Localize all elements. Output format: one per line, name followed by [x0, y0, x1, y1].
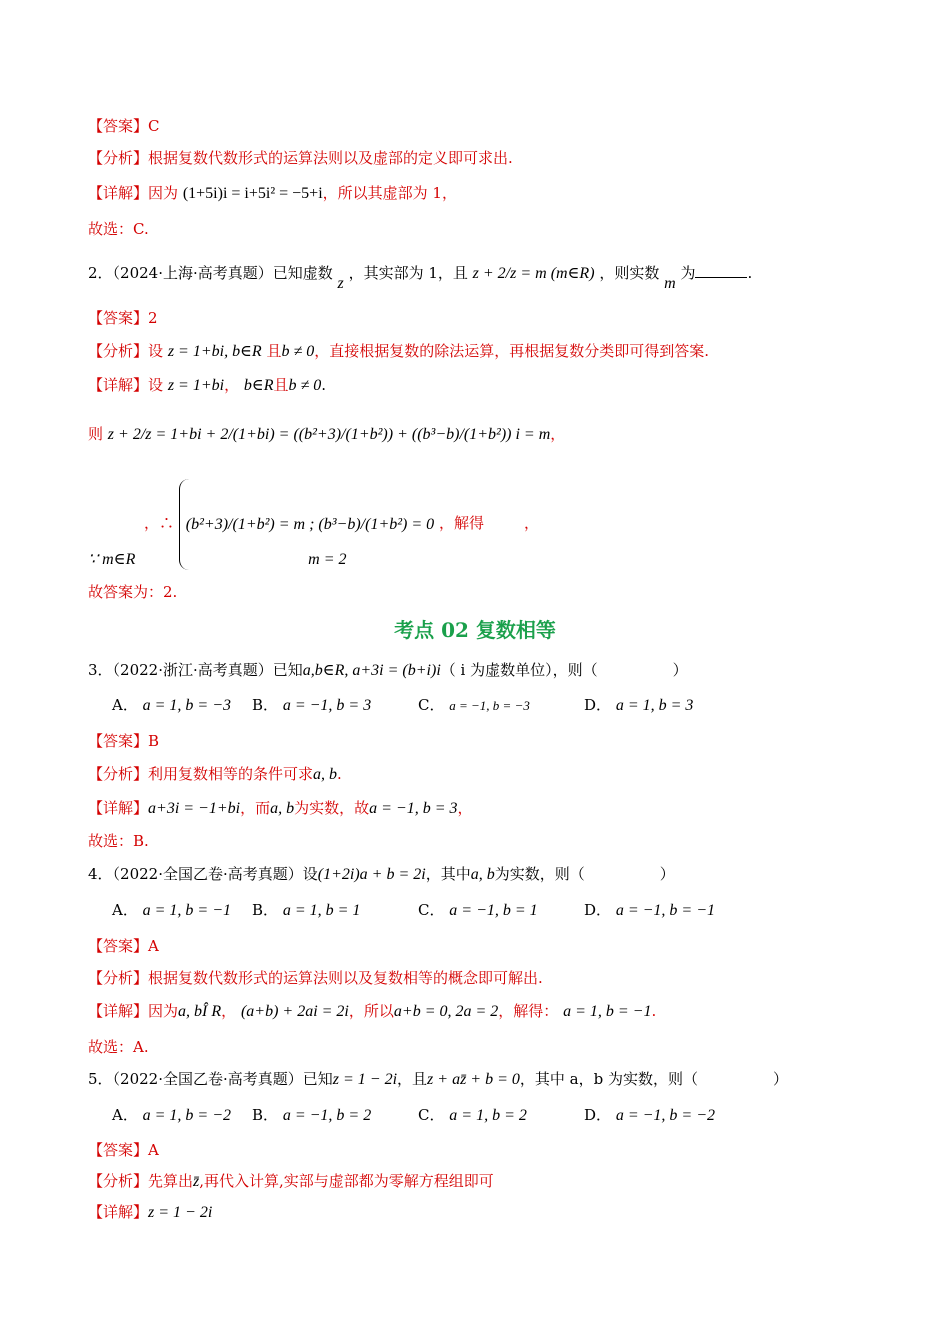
- q4-analysis: 【分析】根据复数代数形式的运算法则以及复数相等的概念即可解出.: [88, 969, 543, 987]
- q3-option-c[interactable]: C． a = −1, b = −3: [418, 696, 530, 714]
- q3-stem: 3．（2022·浙江·高考真题）已知a,b∈R, a+3i = (b+i)i（ i 为虚数单位），则（ ）: [88, 661, 688, 679]
- q4-detail: 【详解】因为a, bÎ R， (a+b) + 2ai = 2i，所以a+b = 0, 2a = 2，解得： a = 1, b = −1.: [88, 1002, 657, 1020]
- section-title: 考点 02 复数相等: [394, 618, 556, 642]
- q5-detail: 【详解】z = 1 − 2i: [88, 1203, 213, 1221]
- q1-detail: 【详解】因为 (1+5i)i = i+5i² = −5+i，所以其虚部为 1，: [88, 184, 457, 202]
- q4-choose: 故选：A.: [88, 1038, 149, 1056]
- q5-answer: 【答案】A: [88, 1141, 159, 1159]
- q5-option-a[interactable]: A． a = 1, b = −2: [112, 1106, 232, 1124]
- q5-option-b[interactable]: B． a = −1, b = 2: [252, 1106, 372, 1124]
- q3-detail: 【详解】a+3i = −1+bi，而a, b为实数，故a = −1, b = 3，: [88, 799, 473, 817]
- q5-stem: 5．（2022·全国乙卷·高考真题）已知z = 1 − 2i，且z + az̄ + b = 0，其中 a，b 为实数，则（ ）: [88, 1070, 788, 1088]
- q3-option-d[interactable]: D． a = 1, b = 3: [584, 696, 694, 714]
- q3-analysis: 【分析】利用复数相等的条件可求a, b.: [88, 765, 342, 783]
- q4-stem: 4．（2022·全国乙卷·高考真题）设(1+2i)a + b = 2i，其中a, b为实数，则（ ）: [88, 865, 675, 883]
- q2-final: 故答案为：2.: [88, 583, 178, 601]
- q5-analysis: 【分析】先算出z̄,再代入计算,实部与虚部都为零解方程组即可: [88, 1172, 494, 1190]
- q2-detail: 【详解】设 z = 1+bi， b∈R且b ≠ 0.: [88, 376, 327, 394]
- q2-because: ∵ m∈R m = 2: [88, 551, 347, 568]
- answer-blank: [695, 263, 747, 278]
- q2-analysis: 【分析】设 z = 1+bi, b∈R 且b ≠ 0，直接根据复数的除法运算，再根据复数分类即可得到答案.: [88, 342, 710, 360]
- q1-answer: 【答案】C: [88, 117, 160, 135]
- q4-option-b[interactable]: B． a = 1, b = 1: [252, 901, 361, 919]
- q4-option-d[interactable]: D． a = −1, b = −1: [584, 901, 715, 919]
- q3-option-b[interactable]: B． a = −1, b = 3: [252, 696, 372, 714]
- q4-option-c[interactable]: C． a = −1, b = 1: [418, 901, 538, 919]
- equation-system: (b²+3)/(1+b²) = m ; (b³−b)/(1+b²) = 0: [179, 479, 434, 570]
- q4-option-a[interactable]: A． a = 1, b = −1: [112, 901, 232, 919]
- q3-answer: 【答案】B: [88, 732, 160, 750]
- q5-option-c[interactable]: C． a = 1, b = 2: [418, 1106, 527, 1124]
- q2-answer: 【答案】2: [88, 309, 158, 327]
- q5-option-d[interactable]: D． a = −1, b = −2: [584, 1106, 715, 1124]
- q2-system: ，∴ (b²+3)/(1+b²) = m ; (b³−b)/(1+b²) = 0 ，解得 ，: [88, 478, 539, 570]
- q1-choose: 故选：C.: [88, 220, 149, 238]
- q4-answer: 【答案】A: [88, 937, 159, 955]
- q1-analysis: 【分析】根据复数代数形式的运算法则以及虚部的定义即可求出.: [88, 149, 513, 167]
- q3-choose: 故选：B.: [88, 832, 149, 850]
- q3-option-a[interactable]: A． a = 1, b = −3: [112, 696, 232, 714]
- q2-stem: 2．（2024·上海·高考真题）已知虚数 z ，其实部为 1，且 z + 2/z = m (m∈R) ，则实数 m 为 .: [88, 264, 753, 292]
- q2-then: 则 z + 2/z = 1+bi + 2/(1+bi) = ((b²+3)/(1+b²)) + ((b³−b)/(1+b²)) i = m，: [88, 425, 566, 443]
